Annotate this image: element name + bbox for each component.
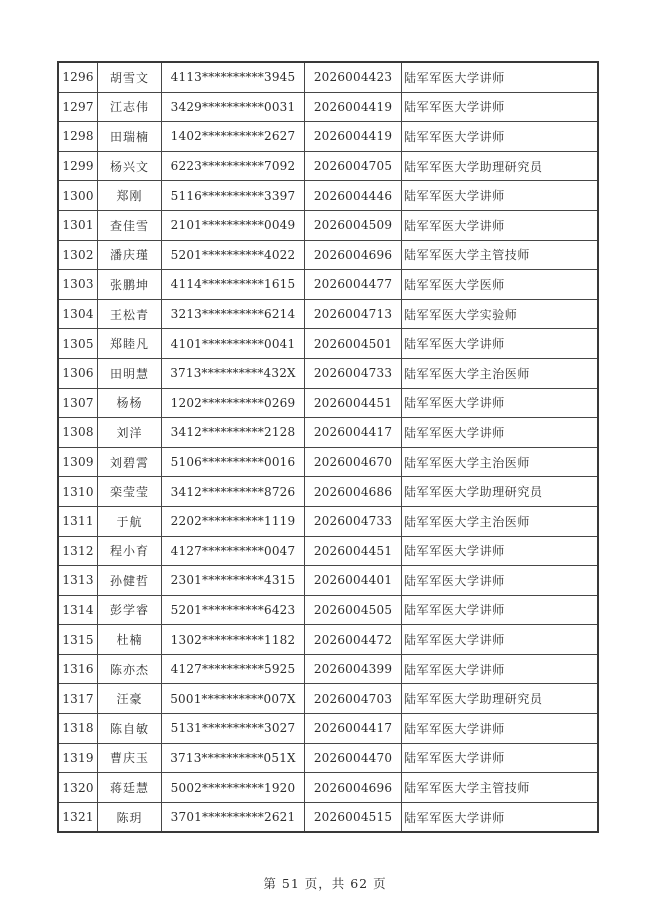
cell-job-title: 陆军军医大学助理研究员 <box>402 151 599 181</box>
cell-code: 2026004451 <box>305 536 402 566</box>
cell-row-number: 1319 <box>58 743 98 773</box>
cell-id-number: 5106**********0016 <box>162 447 305 477</box>
cell-job-title: 陆军军医大学主管技师 <box>402 773 599 803</box>
cell-row-number: 1298 <box>58 122 98 152</box>
table-row <box>58 566 598 596</box>
cell-person-name: 于航 <box>98 506 162 536</box>
cell-job-title: 陆军军医大学讲师 <box>402 418 599 448</box>
cell-row-number: 1304 <box>58 299 98 329</box>
cell-id-number: 3412**********8726 <box>162 477 305 507</box>
cell-row-number: 1320 <box>58 773 98 803</box>
cell-code: 2026004733 <box>305 358 402 388</box>
cell-code: 2026004703 <box>305 684 402 714</box>
cell-person-name: 郑刚 <box>98 181 162 211</box>
roster-table-container <box>57 61 593 833</box>
cell-person-name: 陈亦杰 <box>98 654 162 684</box>
table-row <box>58 181 598 211</box>
table-row <box>58 654 598 684</box>
cell-id-number: 5116**********3397 <box>162 181 305 211</box>
cell-id-number: 4127**********5925 <box>162 654 305 684</box>
cell-code: 2026004419 <box>305 92 402 122</box>
cell-job-title: 陆军军医大学主治医师 <box>402 506 599 536</box>
cell-row-number: 1297 <box>58 92 98 122</box>
cell-job-title: 陆军军医大学讲师 <box>402 388 599 418</box>
table-row <box>58 122 598 152</box>
cell-id-number: 2301**********4315 <box>162 566 305 596</box>
table-row <box>58 506 598 536</box>
cell-id-number: 5201**********6423 <box>162 595 305 625</box>
cell-row-number: 1307 <box>58 388 98 418</box>
cell-code: 2026004423 <box>305 62 402 92</box>
cell-person-name: 查佳雪 <box>98 210 162 240</box>
cell-code: 2026004713 <box>305 299 402 329</box>
cell-row-number: 1303 <box>58 270 98 300</box>
table-row <box>58 418 598 448</box>
cell-row-number: 1300 <box>58 181 98 211</box>
cell-job-title: 陆军军医大学讲师 <box>402 625 599 655</box>
cell-job-title: 陆军军医大学讲师 <box>402 654 599 684</box>
cell-row-number: 1305 <box>58 329 98 359</box>
cell-code: 2026004515 <box>305 802 402 832</box>
table-row <box>58 536 598 566</box>
cell-row-number: 1311 <box>58 506 98 536</box>
table-row <box>58 92 598 122</box>
cell-person-name: 潘庆瑾 <box>98 240 162 270</box>
cell-row-number: 1316 <box>58 654 98 684</box>
table-row <box>58 388 598 418</box>
cell-code: 2026004417 <box>305 418 402 448</box>
cell-code: 2026004733 <box>305 506 402 536</box>
cell-person-name: 孙健哲 <box>98 566 162 596</box>
cell-id-number: 2202**********1119 <box>162 506 305 536</box>
cell-id-number: 6223**********7092 <box>162 151 305 181</box>
table-body <box>58 62 598 832</box>
cell-row-number: 1299 <box>58 151 98 181</box>
cell-row-number: 1302 <box>58 240 98 270</box>
cell-code: 2026004472 <box>305 625 402 655</box>
cell-row-number: 1296 <box>58 62 98 92</box>
cell-row-number: 1310 <box>58 477 98 507</box>
table-row <box>58 684 598 714</box>
cell-row-number: 1309 <box>58 447 98 477</box>
cell-person-name: 张鹏坤 <box>98 270 162 300</box>
table-row <box>58 477 598 507</box>
cell-id-number: 3713**********051X <box>162 743 305 773</box>
table-row <box>58 447 598 477</box>
cell-person-name: 杨杨 <box>98 388 162 418</box>
cell-person-name: 胡雪文 <box>98 62 162 92</box>
cell-row-number: 1317 <box>58 684 98 714</box>
cell-person-name: 江志伟 <box>98 92 162 122</box>
table-row <box>58 62 598 92</box>
cell-id-number: 5002**********1920 <box>162 773 305 803</box>
cell-code: 2026004501 <box>305 329 402 359</box>
table-row <box>58 714 598 744</box>
cell-job-title: 陆军军医大学讲师 <box>402 802 599 832</box>
cell-job-title: 陆军军医大学讲师 <box>402 714 599 744</box>
cell-code: 2026004505 <box>305 595 402 625</box>
cell-person-name: 杨兴文 <box>98 151 162 181</box>
cell-row-number: 1318 <box>58 714 98 744</box>
cell-id-number: 3429**********0031 <box>162 92 305 122</box>
cell-code: 2026004509 <box>305 210 402 240</box>
cell-person-name: 王松青 <box>98 299 162 329</box>
cell-person-name: 陈自敏 <box>98 714 162 744</box>
cell-id-number: 5201**********4022 <box>162 240 305 270</box>
cell-job-title: 陆军军医大学讲师 <box>402 62 599 92</box>
table-row <box>58 595 598 625</box>
cell-id-number: 3213**********6214 <box>162 299 305 329</box>
cell-id-number: 5001**********007X <box>162 684 305 714</box>
cell-person-name: 栾莹莹 <box>98 477 162 507</box>
cell-id-number: 1302**********1182 <box>162 625 305 655</box>
cell-person-name: 田明慧 <box>98 358 162 388</box>
cell-id-number: 4101**********0041 <box>162 329 305 359</box>
cell-job-title: 陆军军医大学主治医师 <box>402 447 599 477</box>
table-row <box>58 358 598 388</box>
cell-code: 2026004705 <box>305 151 402 181</box>
cell-code: 2026004470 <box>305 743 402 773</box>
cell-code: 2026004419 <box>305 122 402 152</box>
table-row <box>58 773 598 803</box>
cell-code: 2026004451 <box>305 388 402 418</box>
cell-job-title: 陆军军医大学实验师 <box>402 299 599 329</box>
cell-person-name: 刘碧霄 <box>98 447 162 477</box>
cell-job-title: 陆军军医大学讲师 <box>402 329 599 359</box>
cell-job-title: 陆军军医大学主治医师 <box>402 358 599 388</box>
cell-job-title: 陆军军医大学讲师 <box>402 743 599 773</box>
cell-person-name: 曹庆玉 <box>98 743 162 773</box>
cell-person-name: 蒋廷慧 <box>98 773 162 803</box>
roster-table <box>57 61 599 833</box>
page-number-footer: 第 51 页，共 62 页 <box>263 876 387 891</box>
cell-job-title: 陆军军医大学讲师 <box>402 595 599 625</box>
cell-job-title: 陆军军医大学助理研究员 <box>402 477 599 507</box>
cell-code: 2026004401 <box>305 566 402 596</box>
cell-code: 2026004696 <box>305 773 402 803</box>
cell-row-number: 1308 <box>58 418 98 448</box>
cell-job-title: 陆军军医大学讲师 <box>402 92 599 122</box>
table-row <box>58 625 598 655</box>
table-row <box>58 151 598 181</box>
cell-person-name: 郑睦凡 <box>98 329 162 359</box>
cell-person-name: 陈玥 <box>98 802 162 832</box>
table-row <box>58 743 598 773</box>
cell-row-number: 1314 <box>58 595 98 625</box>
cell-row-number: 1315 <box>58 625 98 655</box>
cell-row-number: 1313 <box>58 566 98 596</box>
cell-person-name: 彭学睿 <box>98 595 162 625</box>
cell-row-number: 1312 <box>58 536 98 566</box>
cell-id-number: 4127**********0047 <box>162 536 305 566</box>
cell-job-title: 陆军军医大学讲师 <box>402 210 599 240</box>
cell-job-title: 陆军军医大学讲师 <box>402 181 599 211</box>
cell-code: 2026004399 <box>305 654 402 684</box>
cell-id-number: 4114**********1615 <box>162 270 305 300</box>
cell-row-number: 1306 <box>58 358 98 388</box>
cell-person-name: 程小育 <box>98 536 162 566</box>
cell-job-title: 陆军军医大学主管技师 <box>402 240 599 270</box>
cell-id-number: 1202**********0269 <box>162 388 305 418</box>
cell-id-number: 4113**********3945 <box>162 62 305 92</box>
cell-person-name: 刘洋 <box>98 418 162 448</box>
cell-code: 2026004417 <box>305 714 402 744</box>
cell-id-number: 2101**********0049 <box>162 210 305 240</box>
table-row <box>58 270 598 300</box>
cell-code: 2026004446 <box>305 181 402 211</box>
cell-job-title: 陆军军医大学讲师 <box>402 536 599 566</box>
cell-id-number: 1402**********2627 <box>162 122 305 152</box>
table-row <box>58 299 598 329</box>
cell-code: 2026004477 <box>305 270 402 300</box>
cell-person-name: 汪豪 <box>98 684 162 714</box>
cell-job-title: 陆军军医大学讲师 <box>402 122 599 152</box>
cell-id-number: 3713**********432X <box>162 358 305 388</box>
cell-row-number: 1301 <box>58 210 98 240</box>
cell-person-name: 田瑞楠 <box>98 122 162 152</box>
cell-id-number: 3701**********2621 <box>162 802 305 832</box>
cell-id-number: 5131**********3027 <box>162 714 305 744</box>
cell-job-title: 陆军军医大学讲师 <box>402 566 599 596</box>
cell-code: 2026004686 <box>305 477 402 507</box>
table-row <box>58 210 598 240</box>
cell-code: 2026004670 <box>305 447 402 477</box>
table-row <box>58 802 598 832</box>
cell-id-number: 3412**********2128 <box>162 418 305 448</box>
cell-job-title: 陆军军医大学助理研究员 <box>402 684 599 714</box>
cell-code: 2026004696 <box>305 240 402 270</box>
cell-job-title: 陆军军医大学医师 <box>402 270 599 300</box>
table-row <box>58 329 598 359</box>
table-row <box>58 240 598 270</box>
cell-row-number: 1321 <box>58 802 98 832</box>
cell-person-name: 杜楠 <box>98 625 162 655</box>
